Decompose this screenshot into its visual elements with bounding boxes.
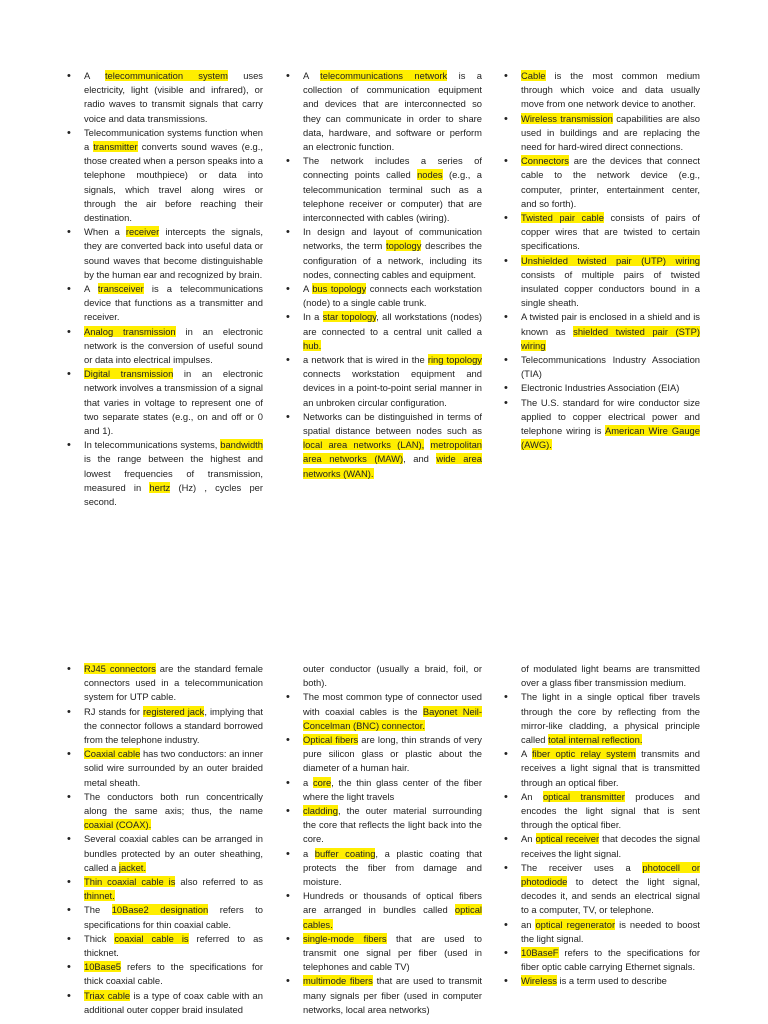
text-run: , all workstations (nodes) are connected to a central unit called a (303, 311, 483, 337)
text-run: that are used to transmit one signal per fiber (used in telephones and cable TV) (303, 932, 482, 973)
bullet-item (503, 112, 700, 155)
highlighted-term: single-mode fibers (303, 932, 387, 944)
bullet-item (66, 705, 263, 748)
bullet-item (66, 367, 263, 438)
bullet-item (503, 832, 700, 860)
text-run: a (303, 776, 313, 788)
highlighted-term: optical receiver (535, 833, 600, 845)
text-run: In design and layout of communication networks, the term (303, 226, 482, 252)
bullet-item (66, 126, 263, 225)
text-run: transmits and receives a light signal that is transmitted through an optical fiber. (521, 748, 700, 788)
bullet-item (285, 776, 482, 804)
highlighted-term: receiver (125, 226, 160, 238)
text-run: The (84, 904, 112, 916)
text-run: are the devices that connect cable to the network device (e.g., computer, printer, entertainment center, and so forth). (521, 155, 700, 209)
text-run: (Hz) , cycles per second. (84, 481, 263, 508)
bullet-item (66, 325, 263, 368)
bullet-item (503, 861, 700, 918)
bullet-item (285, 932, 482, 975)
text-run: A (521, 748, 532, 760)
highlighted-term: registered jack (143, 705, 205, 717)
highlighted-term: Twisted pair cable (521, 212, 604, 224)
bullet-item (503, 381, 700, 395)
text-run: , and (403, 453, 437, 465)
text-run: that are used to transmit many signals per fiber (used in computer networks, local area networks) (303, 975, 483, 1015)
bullet-item (503, 662, 700, 690)
text-run: Electronic Industries Association (EIA) (521, 382, 680, 394)
text-run: refers to specifications for thin coaxial cable. (84, 904, 263, 930)
highlighted-term: Wireless transmission (521, 112, 613, 124)
text-run: outer conductor (usually a braid, foil, or both). (303, 663, 482, 689)
column-1 (66, 69, 263, 509)
text-run: describes the configuration of a network, including its nodes, connecting cables and equipment. (303, 240, 482, 280)
bullet-item (503, 154, 700, 211)
bullet-item (503, 790, 700, 833)
text-run: also referred to as (175, 876, 263, 888)
highlighted-term: fiber optic relay system (532, 748, 636, 760)
highlighted-term: multimode fibers (303, 975, 373, 987)
bullet-item (285, 410, 482, 481)
bullet-item (503, 918, 700, 946)
text-run: Telecommunications Industry Association (TIA) (521, 354, 700, 380)
highlighted-term: 10Base2 designation (111, 904, 209, 916)
text-run: is a telecommunications device that functions as a transmitter and receiver. (84, 283, 263, 323)
text-run: are the standard female connectors used in a telecommunication system for UTP cable. (84, 663, 264, 703)
bullet-item (503, 690, 700, 747)
text-run: connects each workstation (node) to a single cable trunk. (303, 283, 482, 309)
bullet-item (66, 932, 263, 960)
bullet-item (66, 225, 263, 282)
text-run: is a term used to describe (556, 975, 667, 987)
highlighted-term: Optical fibers (303, 734, 359, 746)
text-run: Hundreds or thousands of optical fibers are arranged in bundles called (303, 890, 482, 916)
bullet-item (503, 69, 700, 112)
highlighted-term: transmitter (93, 141, 138, 153)
bullet-item (285, 804, 482, 847)
column-5 (285, 662, 482, 1017)
bullet-item (285, 889, 482, 932)
bullet-item (66, 875, 263, 903)
highlighted-term: wide area networks (WAN). (303, 453, 482, 479)
highlighted-term: nodes (417, 169, 443, 181)
text-run: Several coaxial cables can be arranged in bundles protected by an outer sheathing, called a (84, 833, 263, 873)
highlighted-term: topology (386, 240, 422, 252)
bullet-item (66, 790, 263, 833)
bullet-item (66, 960, 263, 988)
bullet-item (66, 903, 263, 931)
highlighted-term: coaxial (COAX). (84, 819, 152, 831)
text-run: The conductors both run concentrically along the same axis; thus, the name (84, 790, 263, 817)
bullet-item (503, 211, 700, 254)
text-run: refers to the specifications for fiber optic cable carrying Ethernet signals. (521, 947, 700, 973)
bullet-item (285, 310, 482, 353)
text-run: The network includes a series of connecting points called (303, 155, 482, 181)
text-run: The receiver uses a (521, 861, 643, 873)
highlighted-term: Digital transmission (84, 368, 174, 380)
highlighted-term: cladding (303, 805, 338, 817)
text-run: The U.S. standard for wire conductor size applied to copper electrical power and telephone wiring is (521, 396, 700, 437)
text-run: uses electricity, light (visible and infrared), or radio waves to transmit signals that carry voice and data transmissions. (84, 70, 263, 124)
text-run: Telecommunication systems function when a (84, 126, 263, 153)
highlighted-term: optical cables. (303, 904, 482, 930)
bullet-item (285, 733, 482, 776)
bullet-item (285, 690, 482, 733)
text-run: a network that is wired in the (303, 354, 428, 366)
highlighted-term: Wireless (521, 975, 557, 987)
bullet-item (503, 353, 700, 381)
bullet-item (503, 254, 700, 311)
text-run: is a type of coax cable with an additional outer copper braid insulated (84, 989, 263, 1015)
highlighted-term: thinnet. (84, 890, 115, 902)
text-run: A (84, 70, 105, 81)
text-run: refers to the specifications for thick coaxial cable. (84, 961, 263, 987)
highlighted-term: bandwidth (220, 439, 263, 451)
text-run: a (303, 847, 315, 859)
text-run: In a (303, 311, 323, 323)
text-run: A (303, 283, 313, 295)
text-run: A (84, 283, 98, 295)
text-run: intercepts the signals, they are converted back into useful data or sound waves that become distinguishable by the human ear and recognized by brain. (84, 226, 264, 280)
highlighted-term: metropolitan area networks (MAW) (303, 439, 482, 465)
text-run: is the range between the highest and lowest frequencies of transmission, measured in (84, 453, 263, 493)
highlighted-term: Thin coaxial cable is (84, 876, 176, 888)
highlighted-term: telecommunication system (104, 70, 228, 81)
highlighted-term: American Wire Gauge (AWG). (521, 425, 700, 451)
highlighted-term: telecommunications network (320, 70, 448, 81)
bullet-item (503, 396, 700, 453)
bullet-item (66, 282, 263, 325)
text-run: A (303, 70, 321, 81)
text-run: , the outer material surrounding the core that reflects the light back into the core. (303, 805, 482, 845)
text-run: RJ stands for (84, 705, 144, 717)
bullet-item (66, 989, 263, 1017)
text-run: capabilities are also used in buildings and are replacing the need for hard-wired direct connections. (521, 112, 700, 153)
highlighted-term: core (312, 776, 332, 788)
text-run: The light in a single optical fiber travels through the core by reflecting from the mirror-like cladding, a physical principle called (521, 691, 700, 746)
text-run: in an electronic network is the conversion of useful sound or data into electrical impulses. (84, 325, 263, 366)
text-run: An (521, 790, 543, 802)
bullet-item (66, 438, 263, 509)
text-run: In telecommunications systems, (84, 439, 221, 451)
bullet-item (285, 282, 482, 310)
highlighted-term: hertz (149, 481, 171, 493)
text-run: converts sound waves (e.g., those created when a person speaks into a telephone mouthpiece) or data into signals, which travel along wires or through the air before reaching their destination. (84, 141, 263, 224)
highlighted-term: total internal reflection. (548, 734, 643, 746)
text-run: referred to as thicknet. (84, 932, 263, 959)
highlighted-term: 10Base5 (84, 961, 122, 973)
bullet-item (503, 946, 700, 974)
bullet-item (66, 662, 263, 705)
bullet-item (66, 69, 263, 126)
highlighted-term: optical regenerator (535, 918, 616, 930)
highlighted-term: transceiver (97, 283, 144, 295)
bullet-item (503, 747, 700, 790)
bullet-item (285, 154, 482, 225)
column-4 (66, 662, 263, 1017)
text-run: consists of multiple pairs of twisted insulated copper conductors bound in a single sheath. (521, 268, 700, 309)
text-run: is the most common medium through which voice and data usually move from one network device to another. (521, 70, 700, 110)
highlighted-term: Connectors (521, 155, 569, 167)
text-run: A twisted pair is enclosed in a shield and is known as (521, 311, 700, 337)
text-run: produces and encodes the light signal that is sent through the optical fiber. (521, 790, 701, 831)
text-run: has two conductors: an inner solid wire surrounded by an outer braided metal sheath. (84, 748, 263, 788)
text-run: , the thin glass center of the fiber where the light travels (303, 776, 482, 802)
text-run: to detect the light signal, decodes it, and sends an electrical signal to a computer, TV, or telephone. (521, 876, 700, 916)
bullet-item (285, 353, 482, 410)
column-2 (285, 69, 482, 481)
text-run: is a collection of communication equipment and devices that are interconnected so they can communicate in order to share data, hardware, and software or perform an electronic function. (303, 70, 482, 153)
highlighted-term: local area networks (LAN), (303, 439, 425, 451)
bullet-item (503, 310, 700, 353)
column-6 (503, 662, 700, 989)
text-run: , a plastic coating that protects the fiber from damage and moisture. (303, 847, 482, 888)
text-run: connects workstation equipment and devices in a point-to-point serial manner in an unbroken circular configuration. (303, 368, 482, 408)
text-run: The most common type of connector used with coaxial cables is the (303, 691, 482, 717)
highlighted-term: Bayonet Neil-Concelman (BNC) connector. (303, 705, 483, 731)
text-run: an (521, 918, 536, 930)
text-run: An (521, 833, 536, 845)
highlighted-term: bus topology (312, 283, 367, 295)
text-run: that decodes the signal receives the light signal. (521, 833, 700, 859)
text-run: (e.g., a telecommunication terminal such as a telephone receiver or computer) that are interconnected with cables (wiring). (303, 169, 482, 224)
highlighted-term: coaxial cable is (114, 932, 189, 944)
highlighted-term: Coaxial cable (84, 748, 141, 760)
bullet-item (66, 832, 263, 875)
highlighted-term: photocell or photodiode (521, 861, 701, 888)
text-run: are long, thin strands of very pure silicon glass or plastic about the diameter of a human hair. (303, 734, 482, 774)
highlighted-term: ring topology (427, 354, 482, 366)
column-3 (503, 69, 700, 452)
text-run: , implying that the connector follows a standard borrowed from the telephone industry. (84, 705, 263, 746)
bullet-item (503, 974, 700, 988)
text-run: is needed to boost the light signal. (521, 918, 700, 944)
bullet-item (285, 974, 482, 1017)
bullet-item (66, 747, 263, 790)
text-run: in an electronic network involves a transmission of a signal that varies in voltage to represent one of two separate states (e.g., on and off or 0 and 1). (84, 368, 263, 437)
highlighted-term: RJ45 connectors (84, 663, 156, 674)
highlighted-term: shielded twisted pair (STP) wiring (521, 325, 700, 351)
highlighted-term: Analog transmission (84, 325, 176, 337)
highlighted-term: Cable (521, 70, 546, 81)
text-run: Networks can be distinguished in terms of spatial distance between nodes such as (303, 410, 482, 437)
bullet-item (285, 69, 482, 154)
highlighted-term: 10BaseF (521, 947, 559, 959)
highlighted-term: optical transmitter (542, 790, 625, 802)
bullet-item (285, 847, 482, 890)
bullet-item (285, 662, 482, 690)
text-run: Thick (84, 932, 115, 944)
text-run: When a (84, 226, 126, 238)
bullet-item (285, 225, 482, 282)
highlighted-term: jacket. (118, 861, 147, 873)
text-run: consists of pairs of copper wires that are twisted to certain specifications. (521, 212, 700, 252)
highlighted-term: star topology (322, 311, 377, 323)
highlighted-term: hub. (303, 339, 322, 351)
highlighted-term: Triax cable (84, 989, 131, 1001)
highlighted-term: Unshielded twisted pair (UTP) wiring (521, 254, 700, 266)
text-run: of modulated light beams are transmitted over a glass fiber transmission medium. (521, 663, 700, 689)
highlighted-term: buffer coating (314, 847, 376, 859)
